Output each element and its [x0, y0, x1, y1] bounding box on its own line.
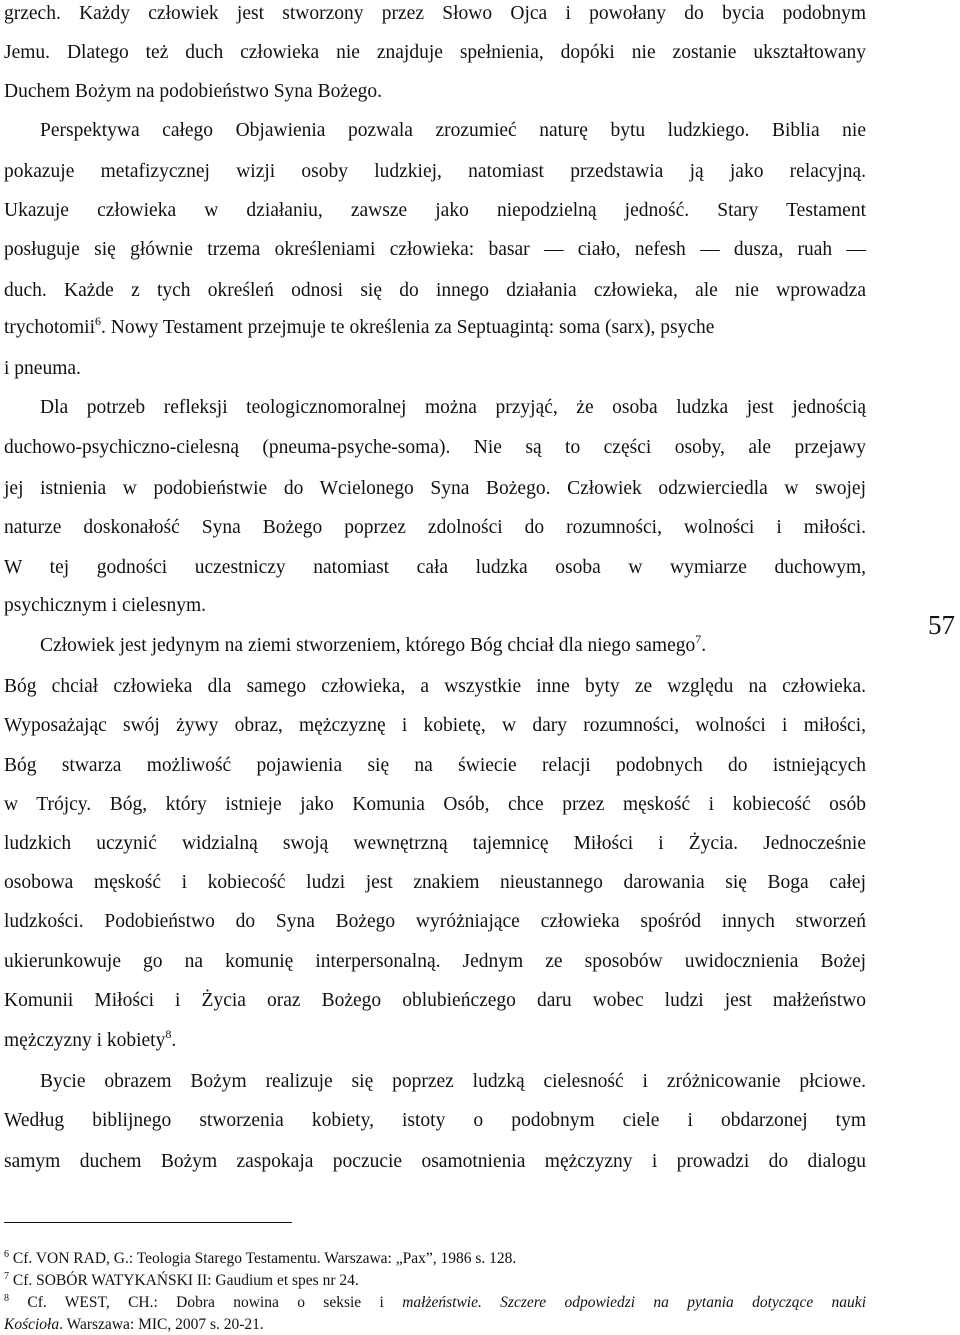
footnote [4, 1293, 866, 1313]
text-line: grzech. Każdy człowiek jest stworzony przez Słowo Ojca i powołany do bycia podobnym [4, 3, 866, 24]
text-line: W tej godności uczestniczy natomiast cała ludzka osoba w wymiarze duchowym, [4, 557, 866, 578]
footnote-continuation [4, 1315, 866, 1335]
text-line: ukierunkowuje go na komunię interpersonalną. Jednym ze sposobów uwidocznienia Bożej [4, 951, 866, 972]
text-fragment: . [701, 635, 707, 656]
text-fragment: . [171, 1030, 177, 1051]
text-fragment: trychotomii [4, 317, 95, 338]
text-line: i pneuma. [4, 358, 81, 379]
text-line: Duchem Bożym na podobieństwo Syna Bożego. [4, 81, 383, 102]
text-line: psychicznym i cielesnym. [4, 595, 206, 616]
text-fragment: . Nowy Testament przejmuje te określenia za Septuagintą: soma (sarx), psyche [101, 317, 715, 338]
text-line [40, 634, 866, 658]
text-line: Według biblijnego stworzenia kobiety, istoty o podobnym ciele i obdarzonej tym [4, 1110, 866, 1131]
text-line: Perspektywa całego Objawienia pozwala zrozumieć naturę bytu ludzkiego. Biblia nie [40, 120, 866, 141]
text-line [4, 1029, 866, 1053]
text-fragment: Człowiek jest jedynym na ziemi stworzeniem, którego Bóg chciał dla niego samego [40, 635, 696, 656]
text-line: Bycie obrazem Bożym realizuje się poprzez ludzką cielesność i zróżnicowanie płciowe. [40, 1071, 866, 1092]
text-fragment: mężczyzny i kobiety [4, 1030, 166, 1051]
footnote-mark: 6 [4, 1249, 9, 1260]
text-line: Komunii Miłości i Życia oraz Bożego oblubieńczego daru wobec ludzi jest małżeństwo [4, 990, 866, 1011]
footnote-text: Cf. SOBÓR WATYKAŃSKI II: Gaudium et spes nr 24. [12, 1272, 359, 1289]
footnote-divider [4, 1222, 292, 1223]
text-line: Wyposażając swój żywy obraz, mężczyznę i kobietę, w dary rozumności, wolności i miłości, [4, 715, 866, 736]
footnote-mark: 8 [4, 1293, 9, 1304]
footnote-text: Cf. WEST, CH.: Dobra nowina o seksie i [27, 1294, 403, 1311]
footnote-reference[interactable]: 8 [165, 1027, 172, 1041]
text-line: Jemu. Dlatego też duch człowieka nie znajduje spełnienia, dopóki nie zostanie ukształtowany [4, 42, 866, 63]
text-line: ludzkich uczynić widzialną swoją wewnętrzną tajemnicę Miłości i Życia. Jednocześnie [4, 833, 866, 854]
text-line: Ukazuje człowieka w działaniu, zawsze jako niepodzielną jedność. Stary Testament [4, 200, 866, 221]
footnote [4, 1249, 866, 1269]
page-number: 57 [928, 610, 955, 640]
text-line: ludzkości. Podobieństwo do Syna Bożego wyróżniające człowieka spośród innych stworzeń [4, 911, 866, 932]
text-line: duchowo-psychiczno-cielesną (pneuma-psyche-soma). Nie są to części osoby, ale przejawy [4, 437, 866, 458]
text-line: w Trójcy. Bóg, który istnieje jako Komunia Osób, chce przez męskość i kobiecość osób [4, 794, 866, 815]
text-line: samym duchem Bożym zaspokaja poczucie osamotnienia mężczyzny i prowadzi do dialogu [4, 1151, 866, 1172]
text-line: Bóg stwarza możliwość pojawienia się na świecie relacji podobnych do istniejących [4, 755, 866, 776]
footnote-reference[interactable]: 7 [695, 632, 702, 646]
text-line: duch. Każde z tych określeń odnosi się do innego działania człowieka, ale nie wprowadza [4, 280, 866, 301]
text-line: jej istnienia w podobieństwie do Wcielonego Syna Bożego. Człowiek odzwierciedla w swojej [4, 478, 866, 499]
text-line: Bóg chciał człowieka dla samego człowieka, a wszystkie inne byty ze względu na człowieka. [4, 676, 866, 697]
footnote-mark: 7 [4, 1271, 9, 1282]
text-line: pokazuje metafizycznej wizji osoby ludzkiej, natomiast przedstawia ją jako relacyjną. [4, 161, 866, 182]
text-line: osobowa męskość i kobiecość ludzi jest znakiem nieustannego darowania się Boga całej [4, 872, 866, 893]
footnote-reference[interactable]: 6 [95, 314, 101, 328]
footnote-title: małżeństwie. Szczere odpowiedzi na pytania dotyczące nauki [402, 1294, 866, 1311]
footnote-text: Cf. VON RAD, G.: Teologia Starego Testamentu. Warszawa: „Pax”, 1986 s. 128. [12, 1250, 517, 1267]
footnote [4, 1271, 866, 1291]
footnote-text: . Warszawa: MIC, 2007 s. 20-21. [59, 1316, 264, 1333]
text-line: Dla potrzeb refleksji teologicznomoralnej można przyjąć, że osoba ludzka jest jednością [40, 397, 866, 418]
footnote-title: Kościoła [4, 1316, 60, 1333]
text-line [4, 316, 866, 340]
text-line: naturze doskonałość Syna Bożego poprzez zdolności do rozumności, wolności i miłości. [4, 517, 866, 538]
text-line: posługuje się głównie trzema określeniami człowieka: basar — ciało, nefesh — dusza, ruah — [4, 239, 866, 260]
